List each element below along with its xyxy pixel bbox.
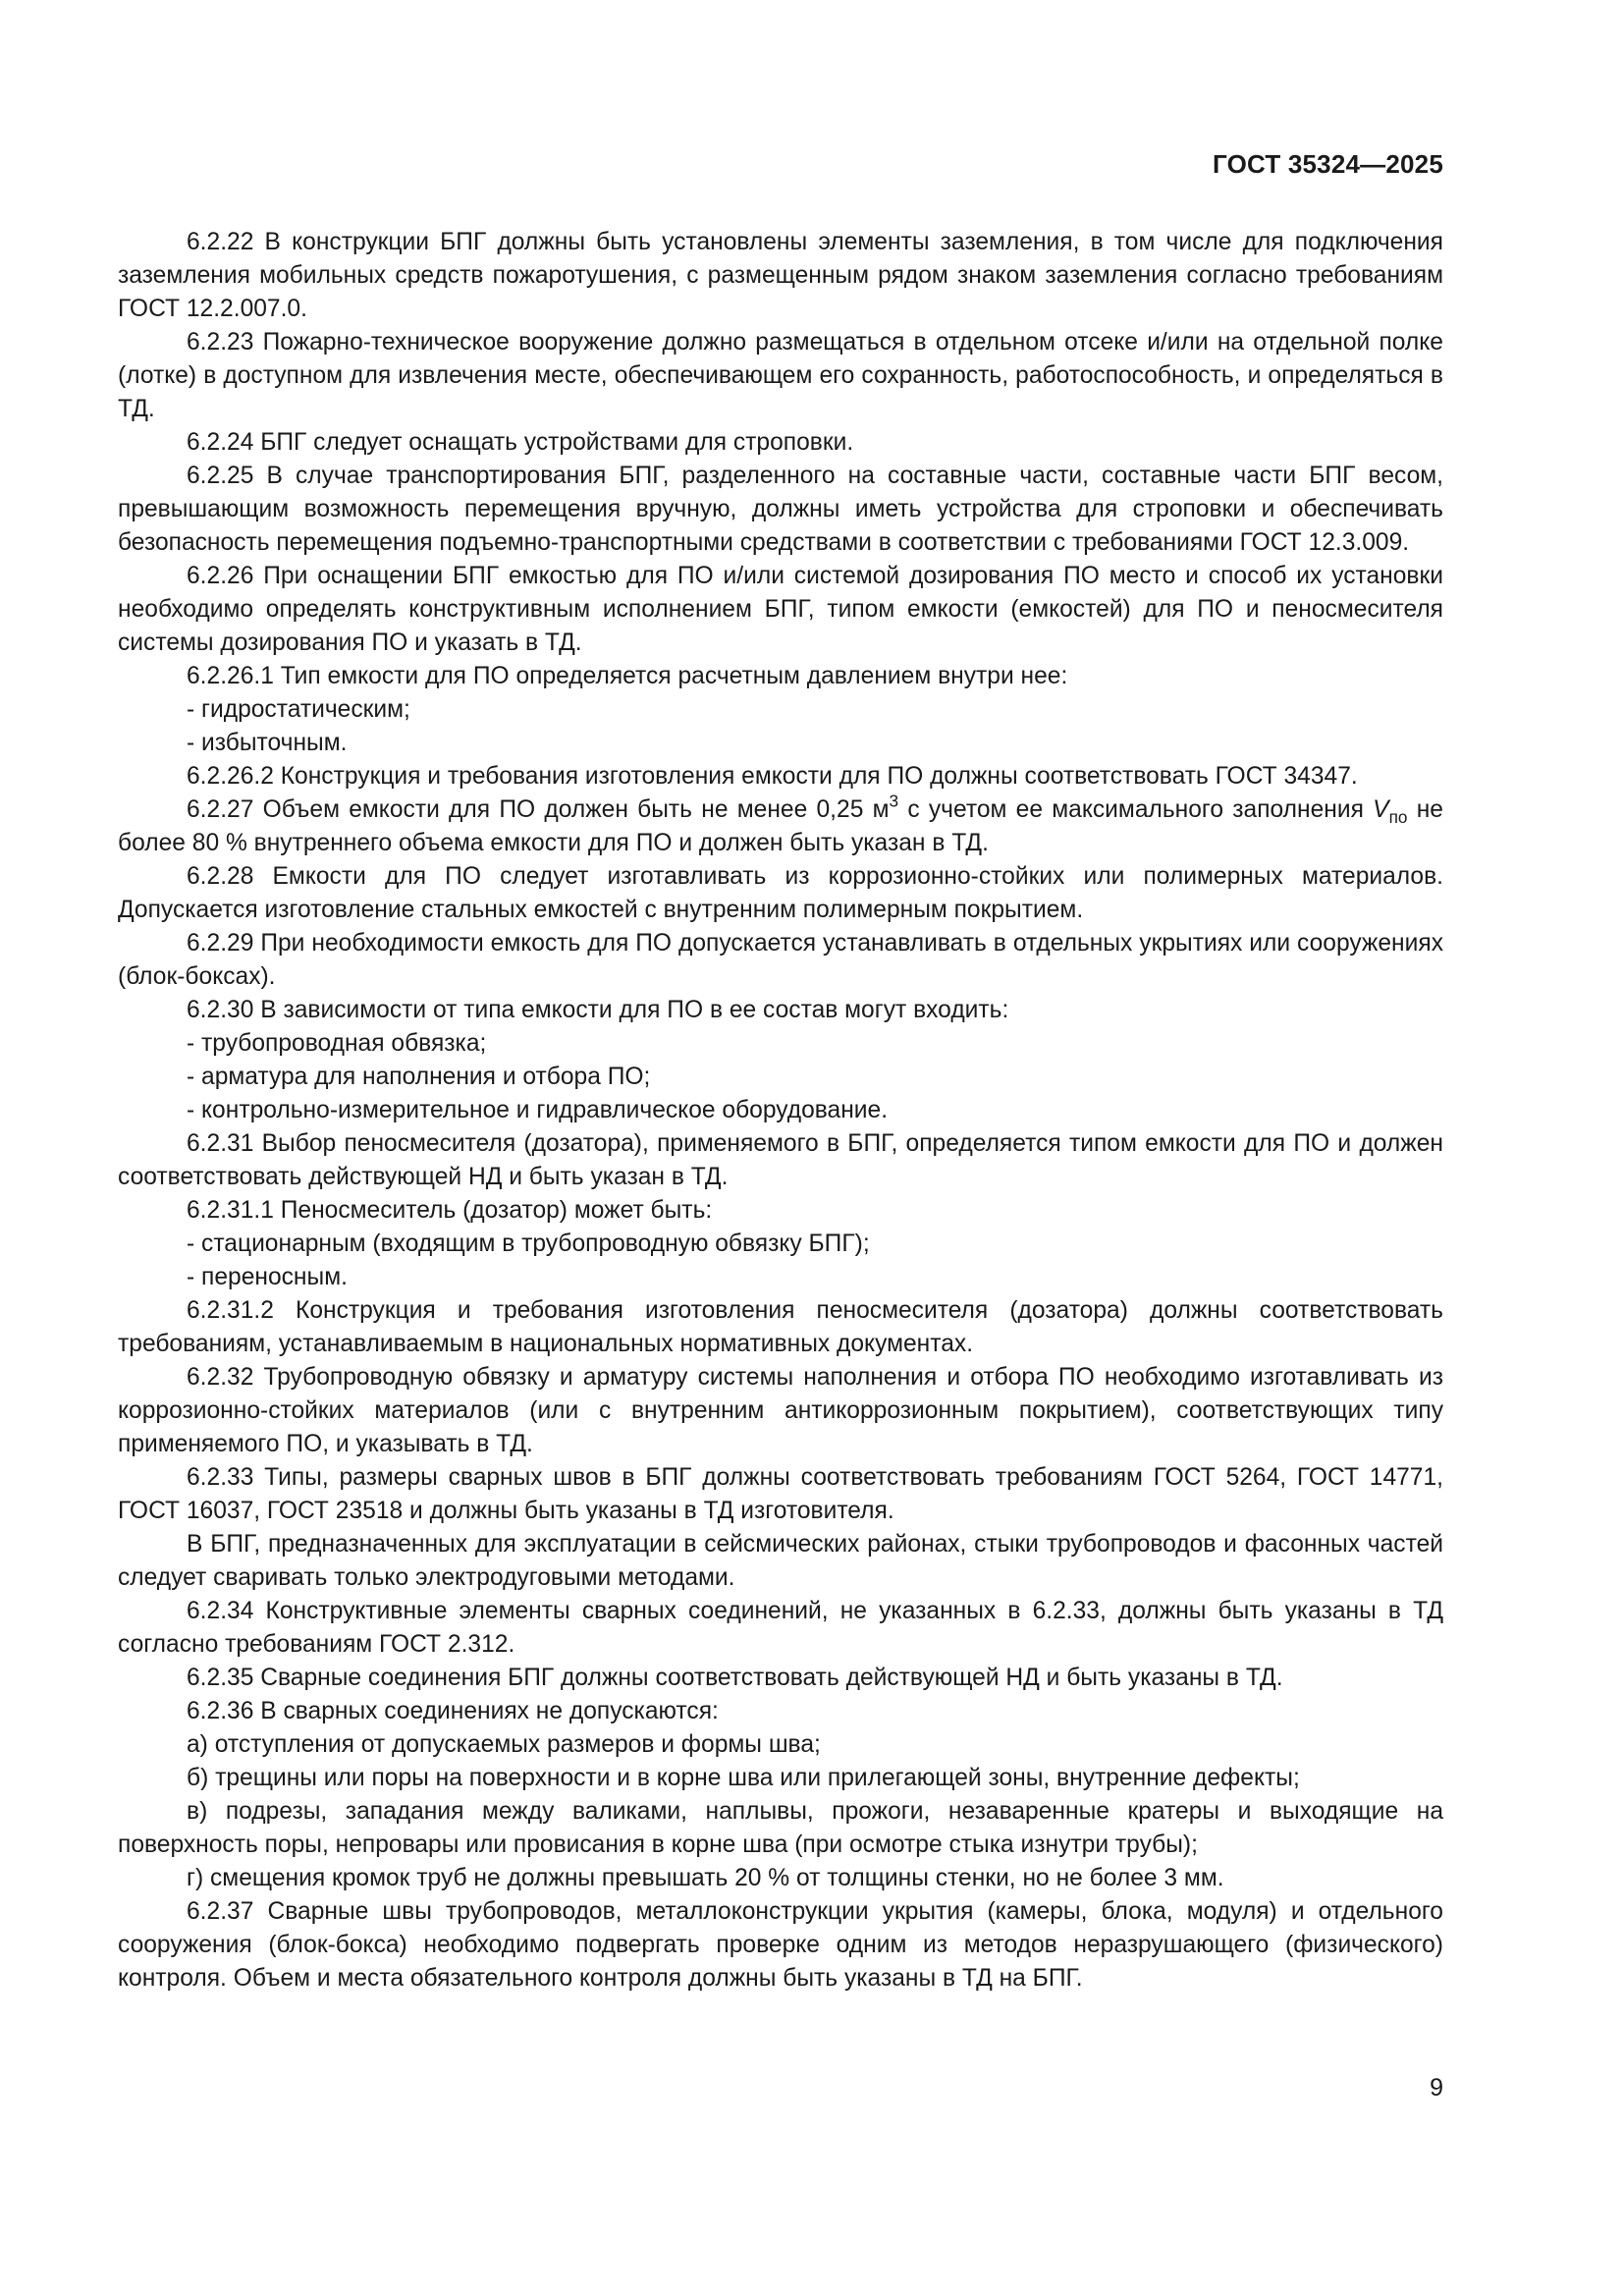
paragraph-6-2-32: 6.2.32 Трубопроводную обвязку и арматуру системы наполнения и отбора ПО необходимо изготавливать из коррозионно-стойких материалов (или с внутренним антикоррозионным покрытием), соответствующих типу применяемого ПО, и указывать в ТД. <box>118 1364 1443 1457</box>
paragraph-6-2-23: 6.2.23 Пожарно-техническое вооружение должно размещаться в отдельном отсеке и/или на отдельной полке (лотке) в доступном для извлечения месте, обеспечивающем его сохранность, работоспособность, и определяться в ТД. <box>118 329 1443 422</box>
subscript: по <box>1388 807 1408 828</box>
list-item: а) отступления от допускаемых размеров и формы шва; <box>187 1731 821 1758</box>
text-run: не более 80 % внутреннего объема емкости для ПО и должен быть указан в ТД. <box>118 796 1443 856</box>
paragraph-6-2-26-1: 6.2.26.1 Тип емкости для ПО определяется расчетным давлением внутри нее: <box>187 663 1068 689</box>
list-item: - трубопроводная обвязка; <box>187 1030 487 1057</box>
variable: V <box>1373 796 1389 823</box>
document-header: ГОСТ 35324—2025 <box>1213 149 1443 179</box>
document-body <box>118 226 1443 1995</box>
paragraph-6-2-36: 6.2.36 В сварных соединениях не допускаются: <box>187 1698 719 1724</box>
paragraph-6-2-24: 6.2.24 БПГ следует оснащать устройствами для строповки. <box>187 429 854 456</box>
list-item: - избыточным. <box>187 730 348 756</box>
list-item: г) смещения кромок труб не должны превышать 20 % от толщины стенки, но не более 3 мм. <box>187 1865 1224 1891</box>
paragraph-6-2-27 <box>118 793 1443 860</box>
text-run: 6.2.27 Объем емкости для ПО должен быть не менее 0,25 м <box>187 796 890 823</box>
list-item: - контрольно-измерительное и гидравлическое оборудование. <box>187 1097 889 1123</box>
page-number: 9 <box>1430 2074 1443 2102</box>
paragraph-6-2-31: 6.2.31 Выбор пеносмесителя (дозатора), применяемого в БПГ, определяется типом емкости для ПО и должен соответствовать действующей НД и быть указан в ТД. <box>118 1130 1443 1190</box>
list-item: - арматура для наполнения и отбора ПО; <box>187 1064 651 1090</box>
paragraph-6-2-29: 6.2.29 При необходимости емкость для ПО допускается устанавливать в отдельных укрытиях или сооружениях (блок-боксах). <box>118 930 1443 990</box>
paragraph-6-2-37: 6.2.37 Сварные швы трубопроводов, металлоконструкции укрытия (камеры, блока, модуля) и отдельного сооружения (блок-бокса) необходимо подвергать проверке одним из методов неразрушающего (физического) контроля. Объем и места обязательного контроля должны быть указаны в ТД на БПГ. <box>118 1898 1443 1992</box>
paragraph-6-2-26: 6.2.26 При оснащении БПГ емкостью для ПО и/или системой дозирования ПО место и способ их установки необходимо определять конструктивным исполнением БПГ, типом емкости (емкостей) для ПО и пеносмесителя системы дозирования ПО и указать в ТД. <box>118 563 1443 656</box>
paragraph-6-2-26-2: 6.2.26.2 Конструкция и требования изготовления емкости для ПО должны соответствовать ГОСТ 34347. <box>187 763 1358 790</box>
paragraph-6-2-22: 6.2.22 В конструкции БПГ должны быть установлены элементы заземления, в том числе для подключения заземления мобильных средств пожаротушения, с размещенным рядом знаком заземления согласно требованиям ГОСТ 12.2.007.0. <box>118 229 1443 322</box>
paragraph-6-2-25: 6.2.25 В случае транспортирования БПГ, разделенного на составные части, составные части БПГ весом, превышающим возможность перемещения вручную, должны иметь устройства для строповки и обеспечивать безопасность перемещения подъемно-транспортными средствами в соответствии с требованиями ГОСТ 12.3.009. <box>118 463 1443 556</box>
list-item: б) трещины или поры на поверхности и в корне шва или прилегающей зоны, внутренние дефекты; <box>187 1765 1300 1791</box>
paragraph-6-2-33: 6.2.33 Типы, размеры сварных швов в БПГ должны соответствовать требованиям ГОСТ 5264, ГОСТ 14771, ГОСТ 16037, ГОСТ 23518 и должны быть указаны в ТД изготовителя. <box>118 1464 1443 1524</box>
paragraph-6-2-30: 6.2.30 В зависимости от типа емкости для ПО в ее состав могут входить: <box>187 997 1009 1023</box>
paragraph-6-2-35: 6.2.35 Сварные соединения БПГ должны соответствовать действующей НД и быть указаны в ТД. <box>187 1665 1283 1691</box>
list-item: - переносным. <box>187 1264 348 1290</box>
list-item: - гидростатическим; <box>187 696 410 723</box>
paragraph-6-2-33-seismic: В БПГ, предназначенных для эксплуатации в сейсмических районах, стыки трубопроводов и фасонных частей следует сваривать только электродуговыми методами. <box>118 1531 1443 1591</box>
superscript: 3 <box>889 791 899 811</box>
paragraph-6-2-31-2: 6.2.31.2 Конструкция и требования изготовления пеносмесителя (дозатора) должны соответствовать требованиям, устанавливаемым в национальных нормативных документах. <box>118 1297 1443 1357</box>
list-item: - стационарным (входящим в трубопроводную обвязку БПГ); <box>187 1230 870 1257</box>
paragraph-6-2-34: 6.2.34 Конструктивные элементы сварных соединений, не указанных в 6.2.33, должны быть указаны в ТД согласно требованиям ГОСТ 2.312. <box>118 1598 1443 1658</box>
paragraph-6-2-28: 6.2.28 Емкости для ПО следует изготавливать из коррозионно-стойких или полимерных материалов. Допускается изготовление стальных емкостей с внутренним полимерным покрытием. <box>118 863 1443 923</box>
list-item: в) подрезы, западания между валиками, наплывы, прожоги, незаваренные кратеры и выходящие на поверхность поры, непровары или провисания в корне шва (при осмотре стыка изнутри трубы); <box>118 1798 1443 1858</box>
paragraph-6-2-31-1: 6.2.31.1 Пеносмеситель (дозатор) может быть: <box>187 1197 713 1224</box>
text-run: с учетом ее максимального заполнения <box>898 796 1374 823</box>
